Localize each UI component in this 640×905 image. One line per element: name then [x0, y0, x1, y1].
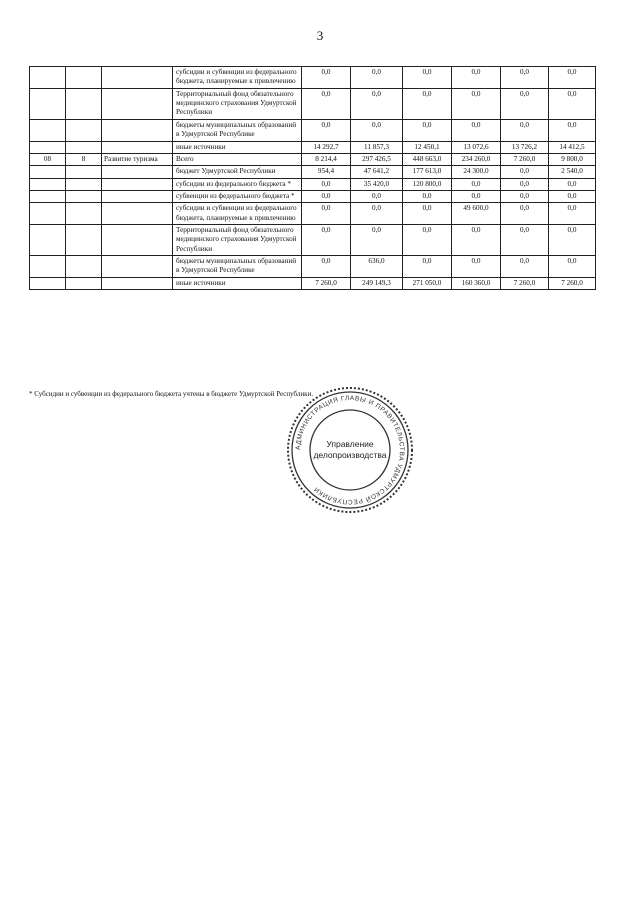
table-row	[30, 141, 596, 153]
budget-table	[29, 66, 596, 290]
value-cell: 448 663,0	[403, 153, 452, 165]
table-row	[30, 178, 596, 190]
value-cell: 0,0	[501, 256, 549, 278]
funding-source-cell: Всего	[173, 153, 302, 165]
value-cell: 9 800,0	[549, 153, 596, 165]
subprogram-name-cell	[102, 178, 173, 190]
value-cell: 24 300,0	[452, 166, 501, 178]
value-cell: 0,0	[501, 67, 549, 89]
value-cell: 14 292,7	[302, 141, 351, 153]
program-code-cell	[30, 88, 66, 119]
subprogram-name-cell	[102, 277, 173, 289]
value-cell: 0,0	[351, 119, 403, 141]
value-cell: 35 420,0	[351, 178, 403, 190]
value-cell: 0,0	[501, 225, 549, 256]
subprogram-name-cell	[102, 67, 173, 89]
official-seal	[285, 385, 415, 515]
value-cell: 954,4	[302, 166, 351, 178]
value-cell: 0,0	[452, 88, 501, 119]
program-code-cell	[30, 166, 66, 178]
funding-source-cell: бюджет Удмуртской Республики	[173, 166, 302, 178]
value-cell: 271 050,0	[403, 277, 452, 289]
value-cell: 0,0	[302, 178, 351, 190]
table-row	[30, 190, 596, 202]
value-cell: 13 072,6	[452, 141, 501, 153]
value-cell: 7 260,0	[501, 153, 549, 165]
value-cell: 160 360,0	[452, 277, 501, 289]
program-code-cell	[30, 141, 66, 153]
table-row	[30, 88, 596, 119]
value-cell: 0,0	[403, 119, 452, 141]
funding-source-cell: субвенции из федерального бюджета *	[173, 190, 302, 202]
value-cell: 297 426,5	[351, 153, 403, 165]
value-cell: 47 641,2	[351, 166, 403, 178]
value-cell: 0,0	[549, 67, 596, 89]
value-cell: 0,0	[501, 178, 549, 190]
value-cell: 636,0	[351, 256, 403, 278]
value-cell: 12 450,1	[403, 141, 452, 153]
value-cell: 0,0	[452, 190, 501, 202]
subprogram-name-cell	[102, 141, 173, 153]
funding-source-cell: бюджеты муниципальных образований в Удмуртской Республике	[173, 256, 302, 278]
value-cell: 8 214,4	[302, 153, 351, 165]
program-code-cell	[30, 225, 66, 256]
subprogram-code-cell	[66, 166, 102, 178]
program-code-cell	[30, 277, 66, 289]
value-cell: 120 800,0	[403, 178, 452, 190]
program-code-cell: 08	[30, 153, 66, 165]
subprogram-code-cell	[66, 88, 102, 119]
value-cell: 0,0	[501, 166, 549, 178]
page-number: 3	[316, 28, 324, 43]
subprogram-code-cell	[66, 119, 102, 141]
subprogram-code-cell	[66, 203, 102, 225]
value-cell: 0,0	[351, 225, 403, 256]
value-cell: 0,0	[351, 190, 403, 202]
value-cell: 0,0	[351, 88, 403, 119]
value-cell: 0,0	[452, 119, 501, 141]
footnote: * Субсидии и субвенции из федерального бюджета учтены в бюджете Удмуртской Республики.	[29, 390, 314, 398]
value-cell: 0,0	[403, 190, 452, 202]
value-cell: 0,0	[501, 88, 549, 119]
value-cell: 13 726,2	[501, 141, 549, 153]
value-cell: 0,0	[351, 203, 403, 225]
value-cell: 0,0	[403, 225, 452, 256]
value-cell: 14 412,5	[549, 141, 596, 153]
value-cell: 0,0	[302, 203, 351, 225]
subprogram-code-cell	[66, 67, 102, 89]
value-cell: 0,0	[549, 88, 596, 119]
value-cell: 234 260,0	[452, 153, 501, 165]
subprogram-name-cell: Развитие туризма	[102, 153, 173, 165]
value-cell: 0,0	[403, 88, 452, 119]
value-cell: 0,0	[501, 119, 549, 141]
value-cell: 0,0	[302, 119, 351, 141]
seal-ring-text: АДМИНИСТРАЦИЯ ГЛАВЫ И ПРАВИТЕЛЬСТВА УДМУРТСКОЙ РЕСПУБЛИКИ	[294, 394, 406, 506]
value-cell: 11 857,3	[351, 141, 403, 153]
seal-text-line1: Управление	[326, 439, 374, 449]
value-cell: 177 613,0	[403, 166, 452, 178]
subprogram-code-cell	[66, 178, 102, 190]
program-code-cell	[30, 190, 66, 202]
table-row	[30, 153, 596, 165]
subprogram-name-cell	[102, 225, 173, 256]
funding-source-cell: субсидии из федерального бюджета *	[173, 178, 302, 190]
subprogram-code-cell	[66, 256, 102, 278]
value-cell: 7 260,0	[501, 277, 549, 289]
value-cell: 2 540,0	[549, 166, 596, 178]
value-cell: 0,0	[501, 190, 549, 202]
value-cell: 0,0	[549, 178, 596, 190]
table-row	[30, 67, 596, 89]
subprogram-code-cell	[66, 225, 102, 256]
subprogram-name-cell	[102, 166, 173, 178]
table-row	[30, 119, 596, 141]
program-code-cell	[30, 119, 66, 141]
funding-source-cell: Территориальный фонд обязательного медицинского страхования Удмуртской Республики	[173, 225, 302, 256]
subprogram-name-cell	[102, 256, 173, 278]
funding-source-cell: иные источники	[173, 277, 302, 289]
value-cell: 0,0	[351, 67, 403, 89]
subprogram-code-cell: 8	[66, 153, 102, 165]
program-code-cell	[30, 178, 66, 190]
value-cell: 0,0	[302, 88, 351, 119]
value-cell: 49 600,0	[452, 203, 501, 225]
subprogram-code-cell	[66, 277, 102, 289]
value-cell: 0,0	[302, 225, 351, 256]
subprogram-name-cell	[102, 203, 173, 225]
subprogram-code-cell	[66, 190, 102, 202]
value-cell: 0,0	[302, 190, 351, 202]
table-row	[30, 203, 596, 225]
program-code-cell	[30, 67, 66, 89]
subprogram-code-cell	[66, 141, 102, 153]
funding-source-cell: Территориальный фонд обязательного медицинского страхования Удмуртской Республики	[173, 88, 302, 119]
funding-source-cell: субсидии и субвенции из федерального бюджета, планируемые к привлечению	[173, 67, 302, 89]
value-cell: 7 260,0	[302, 277, 351, 289]
subprogram-name-cell	[102, 190, 173, 202]
value-cell: 0,0	[452, 256, 501, 278]
table-row	[30, 166, 596, 178]
subprogram-name-cell	[102, 88, 173, 119]
value-cell: 0,0	[452, 178, 501, 190]
value-cell: 0,0	[302, 67, 351, 89]
value-cell: 7 260,0	[549, 277, 596, 289]
table-row	[30, 256, 596, 278]
seal-text-line2: делопроизводства	[313, 450, 387, 460]
program-code-cell	[30, 256, 66, 278]
value-cell: 249 149,3	[351, 277, 403, 289]
value-cell: 0,0	[549, 119, 596, 141]
value-cell: 0,0	[403, 203, 452, 225]
funding-source-cell: иные источники	[173, 141, 302, 153]
value-cell: 0,0	[403, 67, 452, 89]
value-cell: 0,0	[549, 256, 596, 278]
value-cell: 0,0	[549, 190, 596, 202]
funding-source-cell: бюджеты муниципальных образований в Удмуртской Республике	[173, 119, 302, 141]
value-cell: 0,0	[302, 256, 351, 278]
value-cell: 0,0	[549, 203, 596, 225]
value-cell: 0,0	[549, 225, 596, 256]
value-cell: 0,0	[403, 256, 452, 278]
value-cell: 0,0	[452, 67, 501, 89]
table-row	[30, 225, 596, 256]
value-cell: 0,0	[501, 203, 549, 225]
value-cell: 0,0	[452, 225, 501, 256]
program-code-cell	[30, 203, 66, 225]
funding-source-cell: субсидии и субвенции из федерального бюджета, планируемые к привлечению	[173, 203, 302, 225]
subprogram-name-cell	[102, 119, 173, 141]
table-row	[30, 277, 596, 289]
